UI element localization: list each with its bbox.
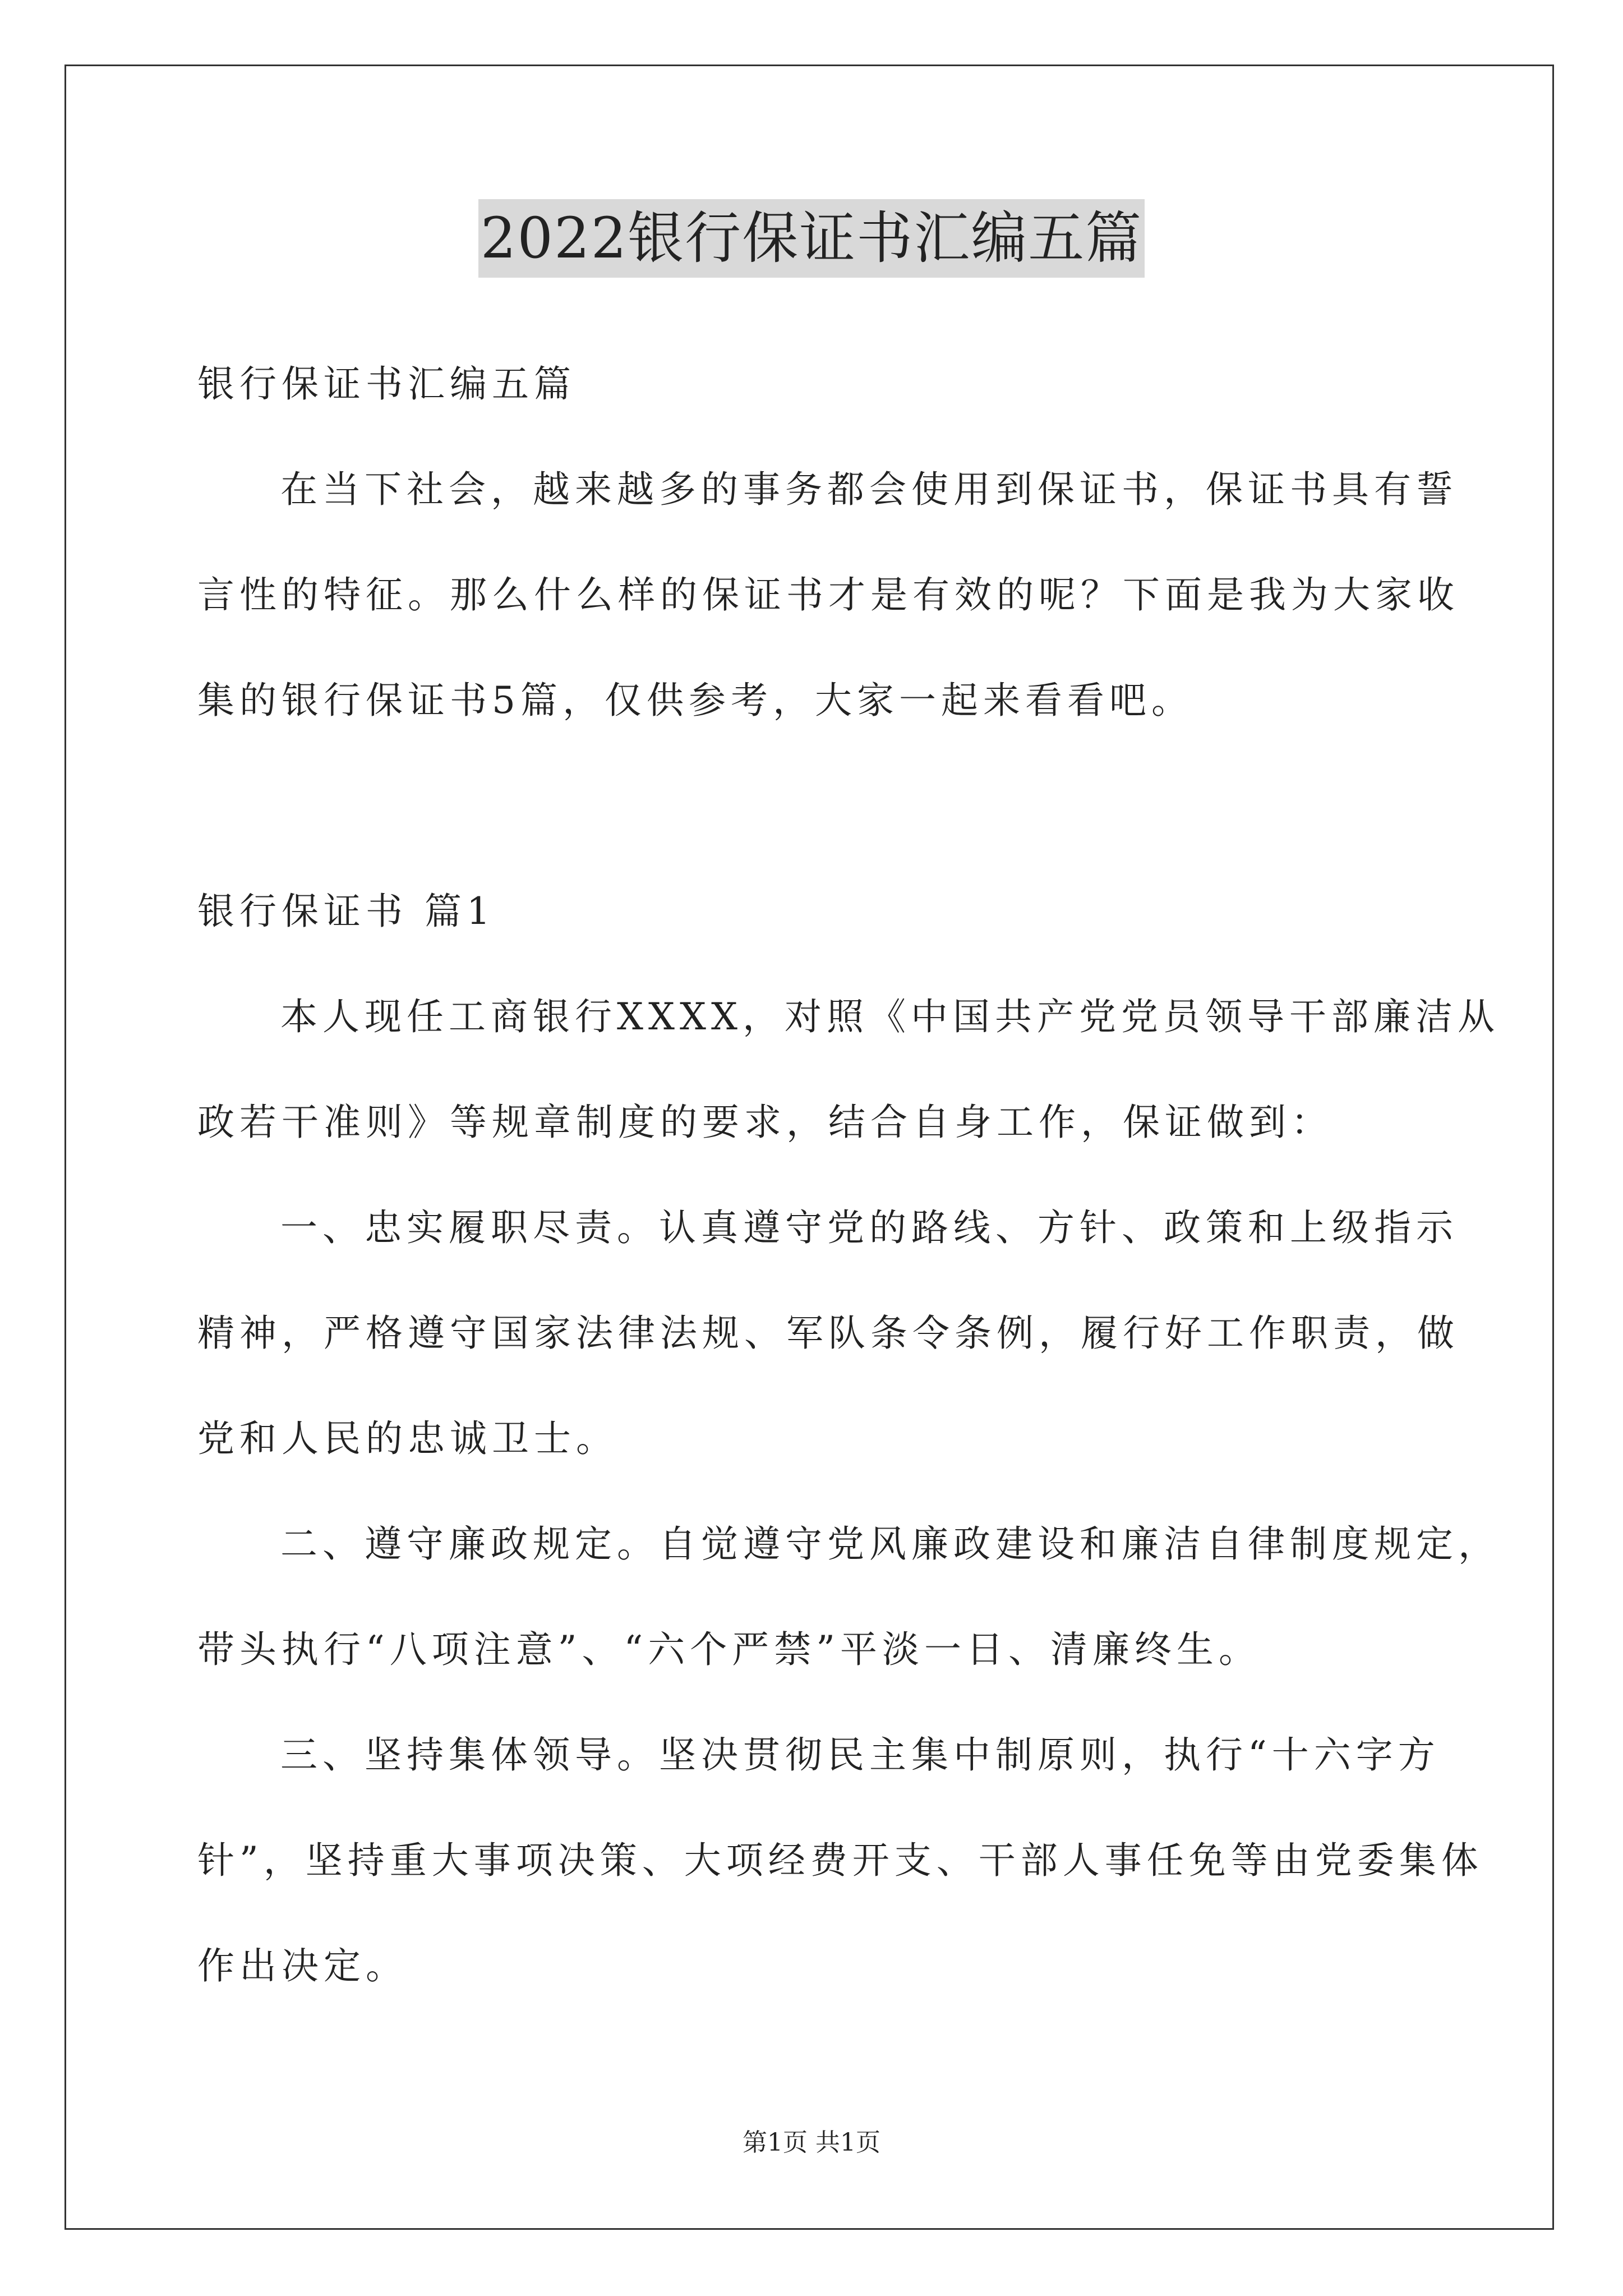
paragraph-line: 一、忠实履职尽责。认真遵守党的路线、方针、政策和上级指示 bbox=[280, 1206, 1458, 1249]
page-number: 第1页 共1页 bbox=[743, 2128, 880, 2157]
paragraph-line: 三、坚持集体领导。坚决贯彻民主集中制原则，执行“十六字方 bbox=[280, 1733, 1440, 1777]
paragraph-line: 言性的特征。那么什么样的保证书才是有效的呢？下面是我为大家收 bbox=[197, 573, 1459, 616]
title-container bbox=[0, 199, 1623, 278]
paragraph-line: 在当下社会，越来越多的事务都会使用到保证书，保证书具有誓 bbox=[280, 468, 1458, 511]
paragraph-line: 带头执行“八项注意”、“六个严禁”平淡一日、清廉终生。 bbox=[197, 1628, 1261, 1671]
section-heading: 银行保证书 篇1 bbox=[197, 890, 495, 933]
document-title: 2022银行保证书汇编五篇 bbox=[478, 199, 1145, 278]
paragraph-line: 作出决定。 bbox=[197, 1944, 408, 1987]
paragraph-line: 针”，坚持重大事项决策、大项经费开支、干部人事任免等由党委集体 bbox=[197, 1839, 1483, 1882]
paragraph-line: 精神，严格遵守国家法律法规、军队条令条例，履行好工作职责，做 bbox=[197, 1312, 1459, 1355]
paragraph-line: 二、遵守廉政规定。自觉遵守党风廉政建设和廉洁自律制度规定， bbox=[280, 1522, 1500, 1566]
document-subtitle: 银行保证书汇编五篇 bbox=[197, 362, 576, 406]
paragraph-line: 党和人民的忠诚卫士。 bbox=[197, 1417, 618, 1460]
paragraph-line: 本人现任工商银行XXXX，对照《中国共产党党员领导干部廉洁从 bbox=[280, 995, 1500, 1038]
paragraph-line: 政若干准则》等规章制度的要求，结合自身工作，保证做到： bbox=[197, 1101, 1333, 1144]
paragraph-line: 集的银行保证书5篇，仅供参考，大家一起来看看吧。 bbox=[197, 679, 1193, 722]
